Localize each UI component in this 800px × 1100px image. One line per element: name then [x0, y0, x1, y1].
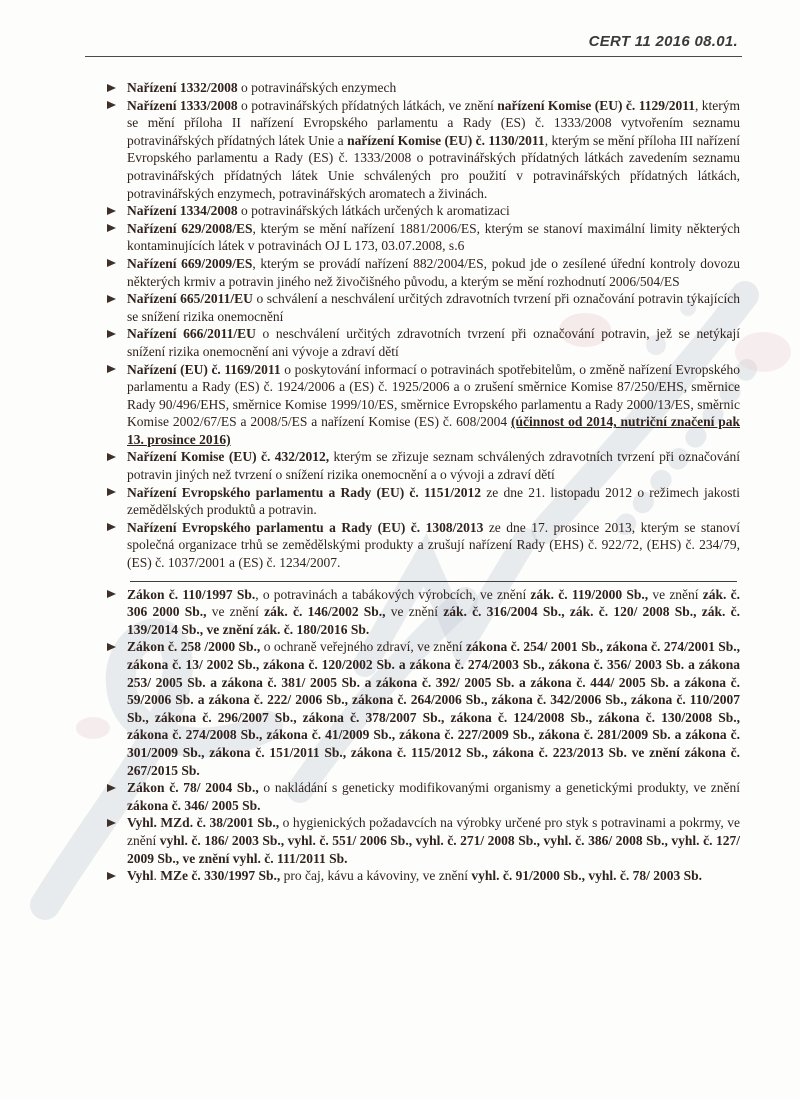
- text-segment: o nakládání s geneticky modifikovanými organismy a genetickými produkty, ve znění: [258, 780, 741, 796]
- text-segment: Nařízení 669/2009/ES: [127, 255, 253, 271]
- arrow-bullet-icon: [107, 872, 116, 880]
- arrow-bullet-icon: [107, 84, 116, 92]
- text-segment: , kterým se mění nařízení 1881/2006/ES, kterým se stanoví maximální limity některých kontaminujících látek v potravinách OJ L 173, 03.07.2008, s.6: [127, 220, 740, 254]
- text-segment: nařízení Komise (EU) č. 1130/2011: [347, 132, 545, 148]
- text-segment: zákona č. 346/ 2005 Sb.: [127, 797, 261, 813]
- header-rule: [85, 56, 742, 57]
- text-segment: ze dne 21. listopadu 2012 o režimech jakosti zemědělských produktů a potravin.: [127, 484, 740, 518]
- text-segment: pro čaj, kávu a kávoviny, ve znění: [280, 868, 472, 884]
- arrow-bullet-icon: [107, 643, 116, 651]
- text-segment: o hygienických požadavcích na výrobky určené pro styk s potravinami a pokrmy, ve znění: [127, 815, 740, 848]
- eu-regulations-list: [100, 79, 740, 572]
- arrow-bullet-icon: [107, 330, 116, 338]
- text-segment: ve znění: [648, 586, 703, 602]
- text-segment: nařízení Komise (EU) č. 1129/2011: [497, 97, 695, 113]
- text-segment: zák. č. 119/2000 Sb.,: [530, 586, 649, 602]
- text-segment: .: [153, 868, 161, 884]
- text-segment: o schválení a neschválení určitých zdravotních tvrzení při označování potravin týkajících se snížení rizika onemocnění: [127, 291, 740, 324]
- text-segment: Vyhl. MZd. č. 38/2001 Sb.,: [127, 815, 280, 831]
- arrow-bullet-icon: [107, 259, 116, 267]
- list-item: [100, 779, 740, 814]
- text-segment: ve znění: [385, 604, 444, 620]
- arrow-bullet-icon: [107, 784, 116, 792]
- text-segment: Nařízení 1332/2008: [127, 80, 238, 95]
- text-segment: Zákon č. 258 /2000 Sb.,: [127, 639, 261, 655]
- list-item: [100, 255, 740, 290]
- text-segment: Nařízení 665/2011/EU: [127, 291, 253, 307]
- arrow-bullet-icon: [107, 224, 116, 232]
- arrow-bullet-icon: [107, 295, 116, 303]
- arrow-bullet-icon: [107, 819, 116, 827]
- text-segment: ze dne 17. prosince 2013, kterým se stanoví společná organizace trhů se zemědělskými produkty a zrušují nařízení Rady (EHS) č. 922/72, (EHS) č. 234/79, (ES) č. 1037/2001 a (ES) č. 1234/2007.: [127, 519, 740, 571]
- list-item: [100, 220, 740, 255]
- text-segment: , o potravinách a tabákových výrobcích, ve znění: [255, 586, 531, 602]
- text-segment: zák. č. 316/2004 Sb., zák. č. 120/ 2008 Sb., zák. č. 139/2014 Sb., ve znění zák. č. 180/2016 Sb.: [127, 604, 740, 637]
- list-item: [100, 519, 740, 572]
- text-segment: o ochraně veřejného zdraví, ve znění: [260, 639, 466, 655]
- list-item: [100, 202, 740, 220]
- text-segment: ve znění: [206, 604, 265, 620]
- text-segment: Nařízení 1334/2008: [127, 203, 238, 219]
- text-segment: MZe č. 330/1997 Sb.,: [160, 868, 281, 884]
- text-segment: Zákon č. 78/ 2004 Sb.,: [127, 780, 259, 796]
- list-item: [100, 448, 740, 483]
- text-segment: zák. č. 306 2000 Sb.,: [127, 586, 740, 620]
- text-segment: vyhl. č. 91/2000 Sb., vyhl. č. 78/ 2003 Sb.: [471, 868, 703, 884]
- arrow-bullet-icon: [107, 488, 116, 496]
- section-divider-rule: [130, 581, 737, 582]
- text-segment: Nařízení (EU) č. 1169/2011: [127, 361, 281, 377]
- arrow-bullet-icon: [107, 523, 116, 531]
- text-segment: zákona č. 254/ 2001 Sb., zákona č. 274/2001 Sb., zákona č. 13/ 2002 Sb., zákona č. 120/2002 Sb. a zákona č. 274/2003 Sb., zákona č. 356/ 2003 Sb. a zákona 253/ 2005 Sb. a zákona č. 381/ 2005 Sb. a zákona č. 392/ 2005 Sb. a zákona č. 444/ 2005 Sb. a zákona č. 59/2006 Sb. a zákona č. 222/ 2006 Sb., zákona č. 264/2006 Sb., zákona č. 342/2006 Sb., zákona č. 110/2007 Sb., zákona č. 296/2007 Sb., zákona č. 378/2007 Sb., zákona č. 124/2008 Sb., zákona č. 130/2008 Sb., zákona č. 274/2008 Sb., zákona č. 41/2009 Sb., zákona č. 227/2009 Sb., zákona č. 281/2009 Sb. a zákona č. 301/2009 Sb., zákona č. 151/2011 Sb., zákona č. 115/2012 Sb., zákona č. 223/2013 Sb. ve znění zákona č. 267/2015 Sb.: [127, 639, 740, 778]
- list-item: [100, 97, 740, 203]
- national-laws-list: [100, 586, 740, 885]
- list-item: [100, 290, 740, 325]
- text-segment: vyhl. č. 186/ 2003 Sb., vyhl. č. 551/ 2006 Sb., vyhl. č. 271/ 2008 Sb., vyhl. č. 386/ 2008 Sb., vyhl. č. 127/ 2009 Sb., ve znění vyhl. č. 111/2011 Sb.: [127, 832, 740, 866]
- arrow-bullet-icon: [107, 453, 116, 461]
- doc-code: CERT 11 2016 08.01.: [588, 33, 738, 50]
- text-segment: o neschválení určitých zdravotních tvrzení při označování potravin, jež se netýkají snížení rizika onemocnění ani vývoje a zdraví dětí: [127, 326, 740, 359]
- text-segment: o potravinářských enzymech: [237, 80, 397, 95]
- list-item: [100, 484, 740, 519]
- arrow-bullet-icon: [107, 207, 116, 215]
- text-segment: (účinnost od 2014, nutriční značení pak 13. prosince 2016): [127, 414, 740, 447]
- text-segment: Nařízení Komise (EU) č. 432/2012,: [127, 449, 330, 465]
- list-item: [100, 638, 740, 779]
- text-segment: , kterým se mění příloha II nařízení Evropského parlamentu a Rady (ES) č. 1333/2008 vytvořením seznamu potravinářských přídatných látek Unie a: [127, 97, 740, 148]
- text-segment: Nařízení 629/2008/ES: [127, 220, 253, 236]
- arrow-bullet-icon: [107, 590, 116, 598]
- text-segment: o potravinářských přídatných látkách, ve znění: [237, 97, 498, 113]
- arrow-bullet-icon: [107, 365, 116, 373]
- text-segment: zák. č. 146/2002 Sb.,: [264, 604, 386, 620]
- regulation-content: [100, 79, 740, 885]
- list-item: [100, 325, 740, 360]
- list-item: [100, 814, 740, 867]
- arrow-bullet-icon: [107, 101, 116, 109]
- text-segment: Nařízení Evropského parlamentu a Rady (EU) č. 1151/2012: [127, 484, 482, 500]
- list-item: [100, 586, 740, 639]
- text-segment: kterým se zřizuje seznam schválených zdravotních tvrzení při označování potravin jiných než tvrzení o snížení rizika onemocnění a o vývoji a zdraví dětí: [127, 449, 740, 483]
- text-segment: Nařízení 666/2011/EU: [127, 326, 256, 342]
- text-segment: o poskytování informací o potravinách spotřebitelům, o změně nařízení Evropského parlamentu a Rady (ES) č. 1924/2006 a (ES) č. 1925/2006 a o zrušení směrnice Komise 87/250/EHS, směrnice Rady 90/496/EHS, směrnice Komise 1999/10/ES, směrnice Evropského parlamentu a Rady 2000/13/ES, směrnic Komise 2002/67/ES a 2008/5/ES a nařízení Komise (ES) č. 608/2004: [127, 361, 741, 430]
- text-segment: Nařízení Evropského parlamentu a Rady (EU) č. 1308/2013: [127, 519, 484, 535]
- text-segment: o potravinářských látkách určených k aromatizaci: [237, 203, 510, 219]
- text-segment: , kterým se mění příloha III nařízení Evropského parlamentu a Rady (ES) č. 1333/2008 o potravinářských přídatných látkách zavedením seznamu potravinářských přídatných látek Unie schválených pro použití v potravinářských přídatných látkách, potravinářských enzymech, potravinářských aromatech a živinách.: [127, 132, 740, 201]
- list-item: [100, 361, 740, 449]
- list-item: [100, 867, 740, 885]
- text-segment: Zákon č. 110/1997 Sb.: [127, 586, 256, 602]
- text-segment: Vyhl: [127, 868, 154, 884]
- text-segment: Nařízení 1333/2008: [127, 97, 238, 113]
- text-segment: , kterým se provádí nařízení 882/2004/ES, pokud jde o zesílené úřední kontroly dovozu některých krmiv a potravin jiného než živočišného původu, a kterým se mění rozhodnutí 2006/504/ES: [127, 255, 740, 289]
- list-item: [100, 79, 740, 97]
